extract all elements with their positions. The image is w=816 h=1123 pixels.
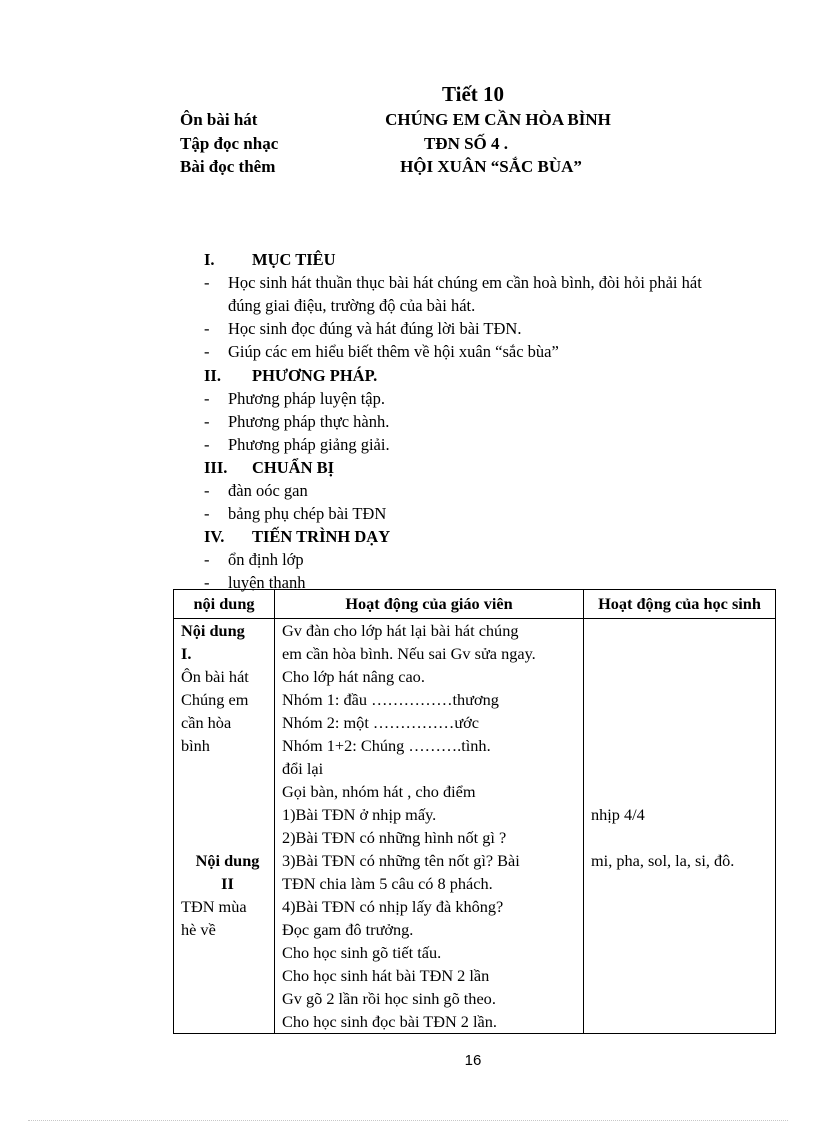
bullet-dash: -: [204, 573, 210, 593]
bullet-dash: -: [204, 388, 210, 408]
cell-line: II: [221, 874, 234, 893]
cell-line: Nội dung: [181, 621, 245, 640]
bullet-dash: -: [204, 550, 210, 570]
page-title: Tiết 10: [441, 82, 505, 106]
cell-line: [181, 803, 274, 826]
cell-line: [591, 780, 775, 803]
section-heading: [204, 250, 336, 270]
cell-line: cần hòa: [181, 713, 232, 732]
header-label: Bài đọc thêm: [180, 157, 276, 176]
content-cell: [174, 619, 275, 1034]
cell-line: Cho học sinh hát bài TĐN 2 lần: [282, 966, 490, 985]
section-item: [204, 412, 389, 432]
cell-line: [181, 826, 274, 849]
cell-line: [591, 688, 775, 711]
bullet-dash: -: [204, 434, 210, 454]
cell-line: Chúng em: [181, 690, 249, 709]
section-item-text: luyện thanh: [228, 573, 306, 593]
cell-line: [591, 734, 775, 757]
section-number: I.: [204, 250, 215, 269]
section-item-text: Học sinh đọc đúng và hát đúng lời bài TĐN.: [228, 319, 522, 339]
lesson-table: [173, 589, 776, 1034]
table-header-content: nội dung: [174, 590, 275, 619]
cell-line: Gv gõ 2 lần rồi học sinh gõ theo.: [282, 989, 496, 1008]
cell-line: Ôn bài hát: [181, 667, 249, 686]
cell-line: TĐN chia làm 5 câu có 8 phách.: [282, 874, 493, 893]
section-title: CHUẨN BỊ: [252, 457, 335, 477]
cell-line: [181, 780, 274, 803]
cell-line: em cần hòa bình. Nếu sai Gv sửa ngay.: [282, 644, 536, 663]
cell-line: 3)Bài TĐN có những tên nốt gì? Bài: [282, 851, 520, 870]
bullet-dash: -: [204, 504, 210, 524]
section-item: [204, 342, 559, 362]
section-heading: [204, 458, 334, 478]
table-header-student: Hoạt động của học sinh: [584, 590, 776, 619]
header-value: TĐN SỐ 4 .: [423, 134, 509, 153]
cell-line: Gv đàn cho lớp hát lại bài hát chúng: [282, 621, 519, 640]
cell-line: 1)Bài TĐN ở nhịp mấy.: [282, 805, 437, 824]
section-number: II.: [204, 365, 221, 385]
bullet-dash: -: [204, 342, 210, 362]
cell-line: [591, 642, 775, 665]
table-row: [174, 619, 776, 1034]
page-bottom-divider: [28, 1120, 788, 1121]
page-number: 16: [464, 1052, 482, 1069]
cell-line: Nhóm 2: một ……………ước: [282, 713, 479, 732]
bullet-dash: -: [204, 319, 210, 339]
cell-line: I.: [181, 644, 192, 663]
header-label: Tập đọc nhạc: [180, 134, 279, 153]
cell-line: Đọc gam đô trưởng.: [282, 920, 414, 939]
bullet-dash: -: [204, 273, 210, 293]
cell-line: Nhóm 1+2: Chúng ……….tình.: [282, 736, 491, 755]
section-item-text: Phương pháp thực hành.: [228, 411, 390, 431]
cell-line: đổi lại: [282, 759, 324, 778]
teacher-cell: [275, 619, 584, 1034]
section-title: PHƯƠNG PHÁP.: [252, 365, 378, 385]
bullet-dash: -: [204, 411, 210, 431]
cell-line: [591, 711, 775, 734]
cell-line: Cho lớp hát nâng cao.: [282, 667, 425, 686]
cell-line: 2)Bài TĐN có những hình nốt gì ?: [282, 828, 507, 847]
section-heading: [204, 527, 390, 547]
section-item-text: bảng phụ chép bài TĐN: [228, 504, 387, 524]
section-item: [204, 389, 385, 409]
table-header-teacher: Hoạt động của giáo viên: [275, 590, 584, 619]
section-item: [204, 481, 308, 501]
cell-line: hè về: [181, 920, 216, 939]
cell-line: bình: [181, 736, 210, 755]
section-title: TIẾN TRÌNH DẠY: [252, 527, 391, 547]
cell-line: TĐN mùa: [181, 897, 247, 916]
cell-line: Cho học sinh đọc bài TĐN 2 lần.: [282, 1012, 497, 1031]
section-item: [204, 319, 521, 339]
section-number: III.: [204, 457, 228, 477]
section-item-text: ổn định lớp: [228, 550, 304, 570]
bullet-dash: -: [204, 481, 210, 500]
cell-line: [591, 757, 775, 780]
student-cell: [584, 619, 776, 1034]
section-item-text: đúng giai điệu, trường độ của bài hát.: [228, 296, 476, 316]
cell-line: mi, pha, sol, la, si, đô.: [591, 851, 735, 870]
cell-line: Nhóm 1: đầu ……………thương: [282, 690, 499, 709]
section-item: [204, 273, 702, 293]
section-item: [204, 296, 475, 316]
cell-line: 4)Bài TĐN có nhịp lấy đà không?: [282, 897, 504, 916]
cell-line: [591, 826, 775, 849]
section-heading: [204, 366, 377, 386]
cell-line: Nội dung: [195, 851, 260, 870]
cell-line: nhịp 4/4: [591, 805, 645, 824]
table-header-row: [174, 590, 776, 619]
cell-line: Cho học sinh gõ tiết tấu.: [282, 943, 442, 962]
header-value: HỘI XUÂN “SẮC BÙA”: [400, 157, 582, 176]
section-number: IV.: [204, 527, 225, 547]
section-item: [204, 435, 390, 455]
section-title: MỤC TIÊU: [252, 250, 336, 269]
header-value: CHÚNG EM CẦN HÒA BÌNH: [385, 110, 611, 129]
cell-line: [591, 619, 775, 642]
section-item: [204, 504, 386, 524]
section-item-text: Phương pháp giảng giải.: [228, 434, 390, 454]
cell-line: Gọi bàn, nhóm hát , cho điểm: [282, 782, 476, 801]
section-item: [204, 550, 304, 570]
header-label: Ôn bài hát: [180, 110, 258, 129]
section-item-text: Giúp các em hiểu biết thêm về hội xuân “sắc bùa”: [228, 342, 559, 362]
section-item-text: đàn oóc gan: [228, 481, 308, 500]
cell-line: [181, 757, 274, 780]
section-item-text: Học sinh hát thuần thục bài hát chúng em cần hoà bình, đòi hỏi phải hát: [228, 273, 702, 293]
section-item-text: Phương pháp luyện tập.: [228, 388, 385, 408]
cell-line: [591, 665, 775, 688]
